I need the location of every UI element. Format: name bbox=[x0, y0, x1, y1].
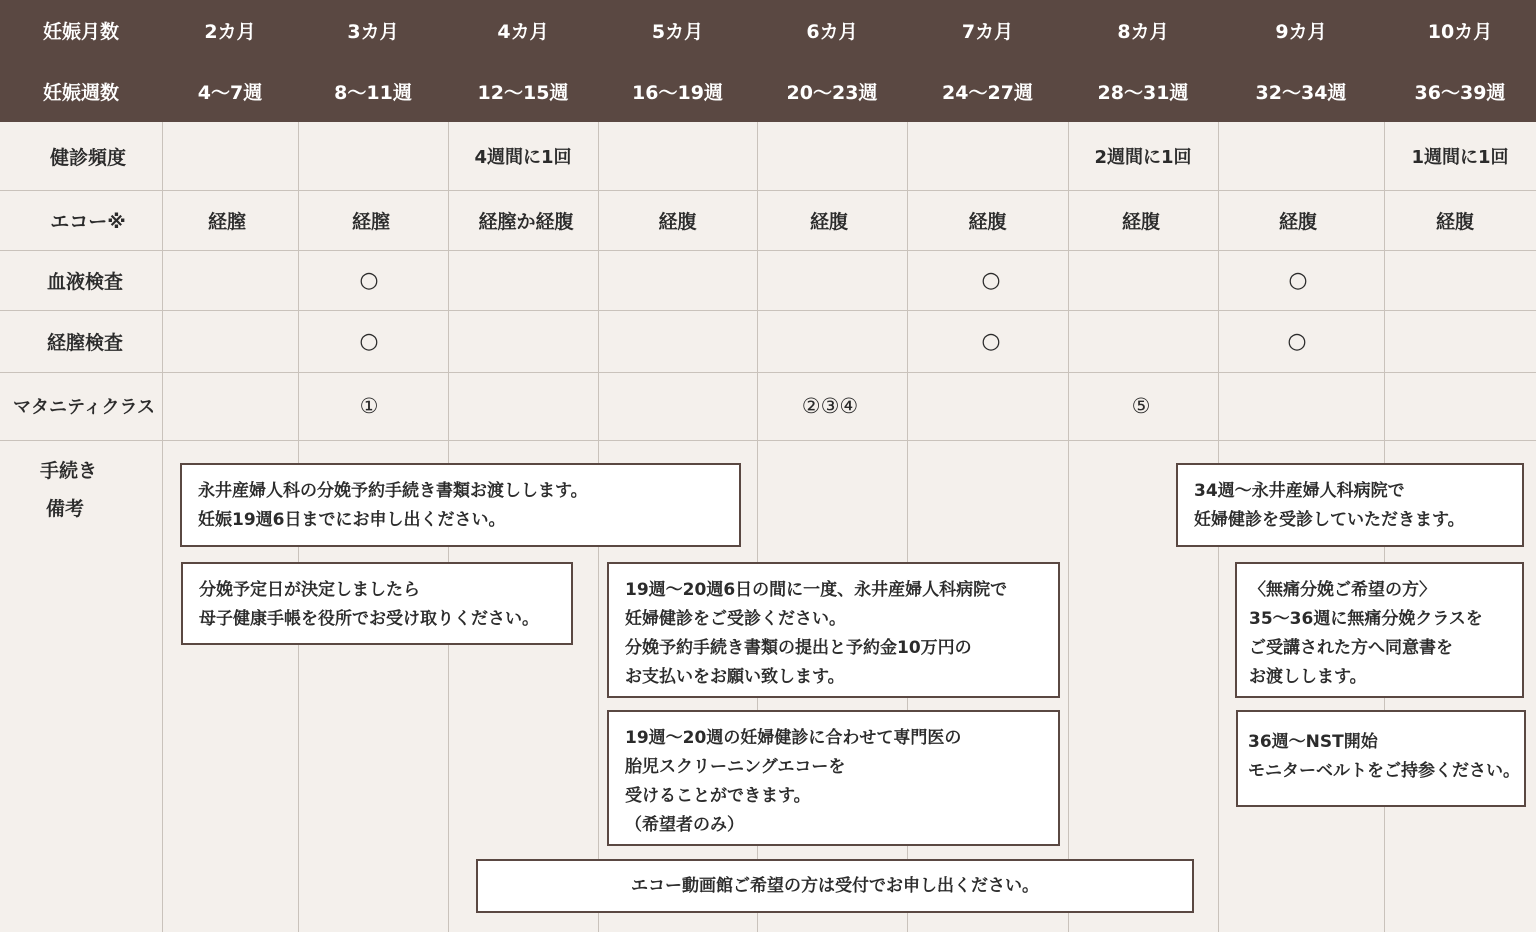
note-line: 分娩予定日が決定しましたら bbox=[199, 580, 420, 600]
reservation-note bbox=[180, 463, 741, 547]
nst-note bbox=[1236, 710, 1526, 807]
fetal-screening-note bbox=[607, 710, 1060, 846]
week19-checkup-note bbox=[607, 562, 1060, 698]
note-line: 妊婦健診をご受診ください。 bbox=[625, 609, 846, 629]
checkup-frequency-label: 健診頻度 bbox=[49, 146, 126, 169]
grid-row-line bbox=[0, 440, 1536, 441]
echo-cell: 経腹 bbox=[968, 210, 1007, 233]
month-cell: 2カ月 bbox=[162, 0, 298, 61]
note-line: お渡しします。 bbox=[1249, 667, 1367, 687]
note-line: 〈無痛分娩ご希望の方〉 bbox=[1249, 580, 1436, 600]
note-line: 36週〜NST開始 bbox=[1248, 732, 1378, 752]
week-cell: 24〜27週 bbox=[907, 61, 1068, 122]
month-cell: 9カ月 bbox=[1218, 0, 1384, 61]
note-line: 19週〜20週の妊婦健診に合わせて専門医の bbox=[625, 728, 962, 748]
note-line: 胎児スクリーニングエコーを bbox=[625, 757, 846, 777]
echo-video-note bbox=[476, 859, 1194, 913]
echo-cell: 経腹 bbox=[809, 210, 848, 233]
echo-cell: 経腹 bbox=[1121, 210, 1160, 233]
month-cell: 8カ月 bbox=[1068, 0, 1218, 61]
procedures-notes-label bbox=[40, 452, 97, 528]
month-cell: 4カ月 bbox=[448, 0, 598, 61]
note-line: 34週〜永井産婦人科病院で bbox=[1194, 481, 1405, 501]
week-cell: 12〜15週 bbox=[448, 61, 598, 122]
week34-checkup-note bbox=[1176, 463, 1524, 547]
vaginal-test-mark-month9: ○ bbox=[1287, 328, 1307, 354]
handbook-note bbox=[181, 562, 573, 645]
note-line: 母子健康手帳を役所でお受け取りください。 bbox=[199, 609, 539, 629]
note-line: お支払いをお願い致します。 bbox=[625, 667, 845, 687]
note-line: 19週〜20週6日の間に一度、永井産婦人科病院で bbox=[625, 580, 1008, 600]
week-cell: 20〜23週 bbox=[757, 61, 907, 122]
maternity-class-label: マタニティクラス bbox=[12, 397, 156, 418]
echo-cell: 経腹 bbox=[1435, 210, 1474, 233]
notes-label: 備考 bbox=[46, 498, 85, 520]
week-cell: 16〜19週 bbox=[598, 61, 757, 122]
vaginal-test-mark-month7: ○ bbox=[981, 328, 1001, 354]
week-cell: 4〜7週 bbox=[162, 61, 298, 122]
maternity-class-month8: ⑤ bbox=[1131, 394, 1151, 418]
procedures-label: 手続き bbox=[40, 460, 98, 482]
echo-cell: 経膣か経腹 bbox=[478, 210, 574, 233]
maternity-class-month6: ②③④ bbox=[801, 394, 859, 418]
blood-test-mark-month7: ○ bbox=[981, 267, 1001, 293]
echo-cell: 経腹 bbox=[658, 210, 697, 233]
week-row-label: 妊娠週数 bbox=[0, 61, 162, 122]
checkup-frequency-month8: 2週間に1回 bbox=[1094, 147, 1192, 168]
blood-test-mark-month3: ○ bbox=[359, 267, 379, 293]
blood-test-mark-month9: ○ bbox=[1288, 267, 1308, 293]
month-cell: 10カ月 bbox=[1384, 0, 1536, 61]
echo-label: エコー※ bbox=[50, 210, 126, 233]
note-line: （希望者のみ） bbox=[625, 815, 744, 835]
month-cell: 6カ月 bbox=[757, 0, 907, 61]
month-row-label: 妊娠月数 bbox=[0, 0, 162, 61]
note-line: 妊婦健診を受診していただきます。 bbox=[1194, 510, 1465, 530]
note-line: ご受講された方へ同意書を bbox=[1249, 638, 1453, 658]
week-cell: 32〜34週 bbox=[1218, 61, 1384, 122]
week-cell: 8〜11週 bbox=[298, 61, 448, 122]
note-line: モニターベルトをご持参ください。 bbox=[1248, 761, 1520, 781]
note-line: 分娩予約手続き書類の提出と予約金10万円の bbox=[625, 638, 972, 658]
checkup-frequency-month10: 1週間に1回 bbox=[1411, 147, 1509, 168]
month-cell: 7カ月 bbox=[907, 0, 1068, 61]
note-line: 妊娠19週6日までにお申し出ください。 bbox=[198, 510, 506, 530]
checkup-frequency-month4: 4週間に1回 bbox=[474, 147, 572, 168]
vaginal-test-mark-month3: ○ bbox=[359, 328, 379, 354]
note-line: 35〜36週に無痛分娩クラスを bbox=[1249, 609, 1483, 629]
month-cell: 3カ月 bbox=[298, 0, 448, 61]
note-line: 永井産婦人科の分娩予約手続き書類お渡しします。 bbox=[198, 481, 588, 501]
week-cell: 28〜31週 bbox=[1068, 61, 1218, 122]
month-cell: 5カ月 bbox=[598, 0, 757, 61]
vaginal-test-label: 経膣検査 bbox=[46, 331, 123, 354]
echo-cell: 経膣 bbox=[351, 210, 390, 233]
note-line: 受けることができます。 bbox=[625, 786, 811, 806]
maternity-class-month3: ① bbox=[359, 394, 379, 418]
echo-cell: 経膣 bbox=[207, 210, 246, 233]
painless-delivery-note bbox=[1235, 562, 1524, 698]
note-line: エコー動画館ご希望の方は受付でお申し出ください。 bbox=[631, 876, 1039, 896]
blood-test-label: 血液検査 bbox=[46, 270, 123, 293]
week-cell: 36〜39週 bbox=[1384, 61, 1536, 122]
echo-cell: 経腹 bbox=[1278, 210, 1317, 233]
